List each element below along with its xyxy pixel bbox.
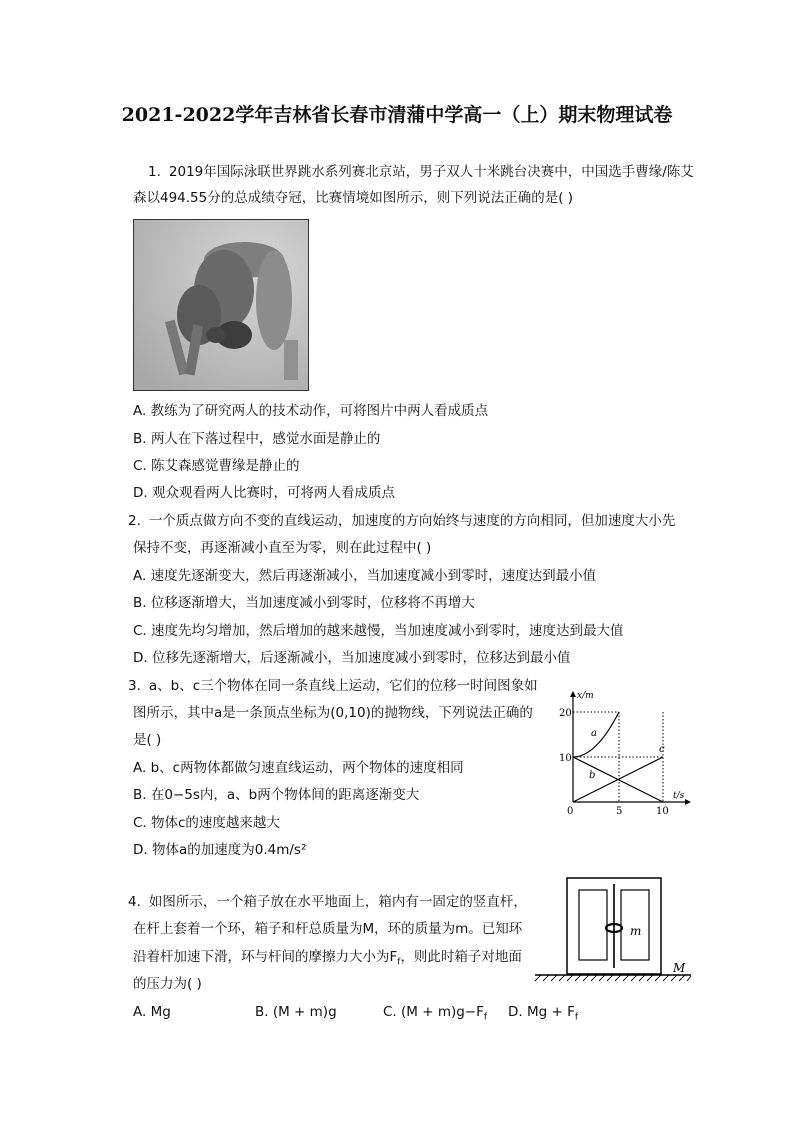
q2-text-1: 一个质点做方向不变的直线运动，加速度的方向始终与速度的方向相同，但加速度大小先	[148, 513, 676, 529]
label-a: a	[591, 728, 597, 739]
q4-box-figure	[533, 876, 693, 982]
q4-option-c-sub: f	[483, 1012, 488, 1023]
q3-line2: 图所示，其中a是一条顶点坐标为(0,10)的抛物线，下列说法正确的	[133, 705, 533, 721]
q4-option-c-text: C. (M + m)g−F	[383, 1004, 484, 1020]
q4-line4: 的压力为( )	[133, 976, 202, 992]
q3-line3: 是( )	[133, 732, 162, 748]
y-tick-10: 10	[559, 753, 572, 764]
q1-option-d: D. 观众观看两人比赛时，可将两人看成质点	[133, 485, 395, 501]
x-tick-5: 5	[616, 806, 623, 817]
q2-option-a: A. 速度先逐渐变大，然后再逐渐减小，当加速度减小到零时，速度达到最小值	[133, 568, 597, 584]
q4-line2: 在杆上套着一个环，箱子和杆总质量为M，环的质量为m。已知环	[133, 921, 523, 937]
q4-option-b-text: B. (M + m)g	[255, 1004, 337, 1020]
ring-label: m	[630, 924, 642, 938]
q3-option-c: C. 物体c的速度越来越大	[133, 815, 280, 831]
label-b: b	[589, 770, 596, 781]
q4-line1	[128, 893, 527, 911]
q2-option-b: B. 位移逐渐增大，当加速度减小到零时，位移将不再增大	[133, 595, 475, 611]
q4-option-a-text: A. Mg	[133, 1004, 171, 1020]
q4-text-3: 沿着杆加速下滑，环与杆间的摩擦力大小为F	[133, 949, 398, 965]
x-tick-0: 0	[567, 806, 574, 817]
q4-option-d	[508, 1004, 578, 1023]
q2-line2: 保持不变，再逐渐减小直至为零，则在此过程中( )	[133, 540, 432, 556]
x-tick-10: 10	[656, 806, 669, 817]
q4-text-3-end: ，则此时箱子对地面	[400, 949, 522, 965]
q4-option-a	[133, 1004, 171, 1020]
q4-line3	[133, 948, 522, 972]
q2-line1	[128, 512, 675, 530]
page-title: 2021-2022学年吉林省长春市清蒲中学高一（上）期末物理试卷	[121, 104, 673, 126]
q3-number: 3.	[128, 678, 141, 694]
q3-option-a: A. b、c两物体都做匀速直线运动，两个物体的速度相同	[133, 760, 464, 776]
q3-text-1: a、b、c三个物体在同一条直线上运动，它们的位移一时间图象如	[148, 678, 538, 694]
q1-text-1: 2019年国际泳联世界跳水系列赛北京站，男子双人十米跳台决赛中，中国选手曹缘/陈艾	[168, 164, 694, 180]
box-label: M	[673, 961, 686, 975]
q4-option-c	[383, 1004, 487, 1023]
q2-option-d: D. 位移先逐渐增大，后逐渐减小，当加速度减小到零时，位移达到最小值	[133, 650, 571, 666]
x-axis-label: t/s	[673, 791, 685, 801]
q4-option-d-text: D. Mg + F	[508, 1004, 575, 1020]
q1-line1	[148, 163, 694, 181]
q1-line2: 森以494.55分的总成绩夺冠，比赛情境如图所示，则下列说法正确的是( )	[133, 190, 574, 206]
q4-text-3-sub: f	[397, 957, 401, 968]
diving-photo	[133, 219, 309, 391]
q4-option-b	[255, 1004, 337, 1020]
q4-text-1: 如图所示，一个箱子放在水平地面上，箱内有一固定的竖直杆，	[148, 894, 527, 910]
q3-line1	[128, 677, 538, 695]
q1-option-b: B. 两人在下落过程中，感觉水面是静止的	[133, 431, 381, 447]
q1-option-a: A. 教练为了研究两人的技术动作，可将图片中两人看成质点	[133, 403, 489, 419]
q1-number: 1.	[148, 164, 161, 180]
q1-option-c: C. 陈艾森感觉曹缘是静止的	[133, 458, 300, 474]
q2-option-c: C. 速度先均匀增加，然后增加的越来越慢，当加速度减小到零时，速度达到最大值	[133, 623, 624, 639]
q3-option-b: B. 在0−5s内，a、b两个物体间的距离逐渐变大	[133, 787, 420, 803]
q3-xt-graph	[555, 684, 695, 818]
q2-number: 2.	[128, 513, 141, 529]
y-tick-20: 20	[559, 708, 572, 719]
label-c: c	[659, 744, 665, 755]
y-axis-label: x/m	[577, 691, 594, 701]
q4-option-d-sub: f	[574, 1012, 579, 1023]
q3-option-d: D. 物体a的加速度为0.4m/s²	[133, 842, 307, 858]
q4-number: 4.	[128, 894, 141, 910]
